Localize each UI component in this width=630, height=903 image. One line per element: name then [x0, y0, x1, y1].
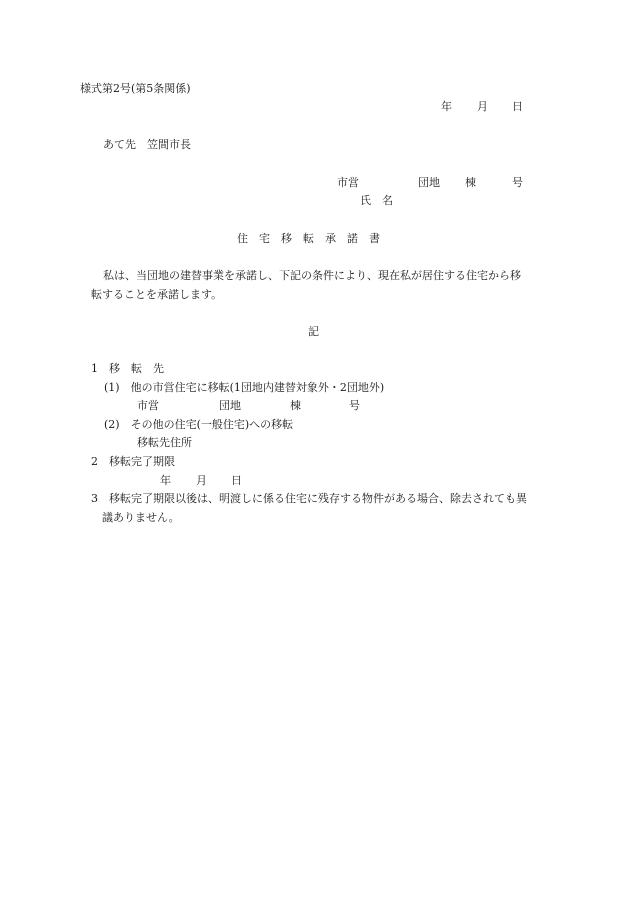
item1-sub1-go: 号 — [349, 399, 360, 412]
applicant-name-label: 氏 名 — [360, 194, 393, 207]
applicant-address-to: 棟 — [465, 176, 476, 189]
item2-month: 月 — [196, 474, 207, 487]
body-text-line2: 転することを承諾します。 — [91, 288, 223, 301]
ki-heading: 記 — [308, 325, 319, 338]
item1-sub1-city: 市営 — [137, 399, 159, 412]
item1-sub1-danchi: 団地 — [219, 399, 241, 412]
form-number: 様式第2号(第5条関係) — [80, 82, 191, 95]
applicant-address-go: 号 — [512, 176, 523, 189]
item1-heading: 1 移 転 先 — [91, 362, 164, 375]
body-text-line1: 私は、当団地の建替事業を承諾し、下記の条件により、現在私が居住する住宅から移 — [103, 269, 521, 282]
item2-heading: 2 移転完了期限 — [91, 455, 175, 468]
item3-line2: 議ありません。 — [102, 511, 180, 524]
date-year-top: 年 — [441, 100, 452, 113]
item1-sub1-label: (1) 他の市営住宅に移転(1団地内建替対象外・2団地外) — [104, 381, 385, 394]
date-day-top: 日 — [512, 100, 523, 113]
document-title: 住 宅 移 転 承 諾 書 — [237, 232, 380, 245]
applicant-address-danchi: 団地 — [418, 176, 440, 189]
item1-sub2-label: (2) その他の住宅(一般住宅)への移転 — [104, 418, 294, 431]
item1-sub1-to: 棟 — [290, 399, 301, 412]
item3-line1: 3 移転完了期限以後は、明渡しに係る住宅に残存する物件がある場合、除去されても異 — [91, 492, 527, 505]
addressee: あて先 笠間市長 — [103, 138, 191, 151]
item2-year: 年 — [160, 474, 171, 487]
item1-sub2-dest: 移転先住所 — [137, 436, 192, 449]
date-month-top: 月 — [477, 100, 488, 113]
applicant-address-city: 市営 — [337, 176, 359, 189]
item2-day: 日 — [231, 474, 242, 487]
